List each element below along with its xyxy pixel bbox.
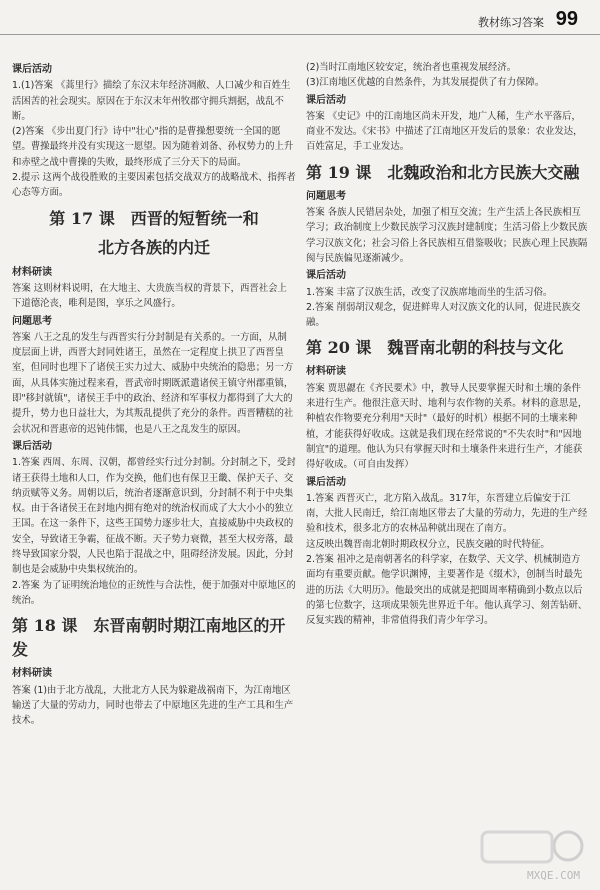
answer-paragraph: (2)答案 《步出夏门行》诗中"壮心"指的是曹操想要统一全国的愿望。曹操最终并没有实现这一愿望。因为随着刘备、孙权势力的上升和赤壁之战中曹操的失败，最终形成了三分天下的局面。	[12, 126, 294, 168]
section-title: 材料研读	[12, 668, 52, 680]
answer-paragraph: 1.答案 西周、东周、汉朝，都曾经实行过分封制。分封制之下，受封诸王获得土地和人口，作为交换，他们也有保卫王畿、保护天子、交纳贡赋等义务。周朝以后，统治者逐渐意识到，分封制不利于中央集权。由于各诸侯王在封地内拥有绝对的统治权而成了大大小小的独立王国。在这一条件下，这些王国势力逐步壮大，直接威胁中央政权的安全，导致诸王争霸，征战不断。天子势力衰微，甚至大权旁落，最终导致国家分裂，人民也陷于混战之中，阻碍经济发展。因此，分封制也是会威胁中央集权统治的。	[12, 457, 296, 576]
answer-paragraph: 1.答案 西晋灭亡，北方陷入战乱。317年，东晋建立后偏安于江南，大批人民南迁，给江南地区带去了大量的劳动力，先进的生产经验和技术，很多北方的农林品种就出现在了南方。	[306, 492, 588, 535]
section-title: 材料研读	[306, 366, 346, 378]
answer-paragraph: 答案 (1)由于北方战乱，大批北方人民为躲避战祸南下，为江南地区输送了大量的劳动力，同时也带去了中原地区先进的生产工具和生产技术。	[12, 684, 294, 727]
lesson-20-title: 第 20 课 魏晋南北朝的科技与文化	[306, 338, 564, 358]
answer-paragraph: 1.(1)答案 《蒿里行》描绘了东汉末年经济凋敝、人口减少和百姓生活困苦的社会现实。原因在于东汉末年州牧郡守拥兵割据，战乱不断。	[12, 80, 291, 122]
answer-paragraph: 2.答案 削弱胡汉观念，促进鲜卑人对汉族文化的认同，促进民族交融。	[306, 301, 581, 329]
page-number: 99	[555, 8, 578, 30]
section-title: 课后活动	[12, 64, 52, 75]
lesson-19-title: 第 19 课 北魏政治和北方民族大交融	[306, 162, 580, 182]
section-title: 课后活动	[306, 476, 346, 488]
answer-paragraph: 答案 各族人民错居杂处，加强了相互交流；生产生活上各民族相互学习；政治制度上少数民族学习汉族封建制度；生活习俗上少数民族学习汉族文化；社会习俗上各民族相互借鉴吸收；民族心理上民族隔阂与民族偏见逐渐减少。	[306, 207, 588, 264]
page-header	[0, 8, 600, 36]
answer-paragraph: 答案 这则材料说明，在大地主、大贵族当权的背景下，西晋社会上下道德沦丧，唯利是图，享乐之风盛行。	[12, 282, 287, 310]
answer-paragraph: 答案 《史记》中的江南地区尚未开发，地广人稀，生产水平落后，商业不发达。《宋书》中描述了江南地区开发后的景象：农业发达，百姓富足，手工业发达。	[306, 110, 583, 153]
watermark-text: MXQE.COM	[527, 869, 580, 882]
lesson-17-title: 第 17 课 西晋的短暂统一和	[49, 208, 259, 228]
answer-paragraph: (2)当时江南地区较安定，统治者也重视发展经济。	[306, 62, 517, 73]
answer-paragraph: 2.答案 为了证明统治地位的正统性与合法性，便于加强对中原地区的统治。	[12, 579, 296, 606]
section-title: 问题思考	[12, 315, 52, 327]
answer-paragraph: 答案 八王之乱的发生与西晋实行分封制是有关系的。一方面，从制度层面上讲，西晋大封同姓诸王，虽然在一定程度上拱卫了西晋皇室，但同时也埋下了诸侯王实力过大、威胁中央统治的隐患；另一方面，从具体实施过程来看，晋武帝时期既派遣诸侯王镇守州郡重镇，即"移封就镇"，诸侯王手中的政治、经济和军事权力都得到了大大的提升，势力也日益壮大，为其叛乱提供了充分的条件。西晋糟糕的社会状况和晋惠帝的迟钝伟懦，也是八王之乱发生的原因。	[12, 331, 294, 435]
answer-paragraph: 答案 贾思勰在《齐民要术》中，教导人民要掌握天时和土壤的条件来进行生产。他很注意天时、地利与农作物的关系。材料的意思是，种植农作物要充分利用"天时"（最好的时机）根据不同的土壤来种植，才能获得好收成。这就是我们现在经常说的"不失农时"和"因地制宜"的道理。他认为只有掌握天时和土壤条件来进行生产，才能获得好收成。（可自由发挥）	[306, 382, 588, 471]
lesson-17-subtitle: 北方各族的内迁	[97, 237, 210, 257]
section-title: 课后活动	[306, 270, 346, 282]
section-title: 问题思考	[306, 190, 346, 202]
answer-paragraph: (3)江南地区优越的自然条件，为其发展提供了有力保障。	[306, 77, 545, 89]
watermark-logo	[476, 822, 586, 884]
section-title: 课后活动	[306, 94, 346, 106]
answer-paragraph: 这反映出魏晋南北朝时期政权分立，民族交融的时代特征。	[306, 538, 550, 550]
lesson-18-title: 第 18 课 东晋南朝时期江南地区的开发	[12, 616, 286, 660]
answer-paragraph: 2.提示 这两个战役胜败的主要因素包括交战双方的战略战术、指挥者心态等方面。	[12, 172, 296, 199]
answer-paragraph: 1.答案 丰富了汉族生活，改变了汉族席地而坐的生活习俗。	[306, 286, 553, 298]
section-title: 课后活动	[12, 440, 52, 452]
left-column	[12, 60, 296, 728]
header-rule	[0, 34, 600, 35]
section-title: 材料研读	[12, 266, 52, 278]
header-label: 教材练习答案	[478, 16, 544, 29]
right-column	[306, 60, 588, 629]
answer-paragraph: 2.答案 祖冲之是南朝著名的科学家，在数学、天文学、机械制造方面均有重要贡献。他学识渊博，主要著作是《缀术》，创制当时最先进的历法《大明历》。他最突出的成就是把圆周率精确到小数点以后的第七位数字，这项成果领先世界近千年。他认真学习、刻苦钻研、反复实践的精神，非常值得我们青少年学习。	[306, 554, 588, 627]
